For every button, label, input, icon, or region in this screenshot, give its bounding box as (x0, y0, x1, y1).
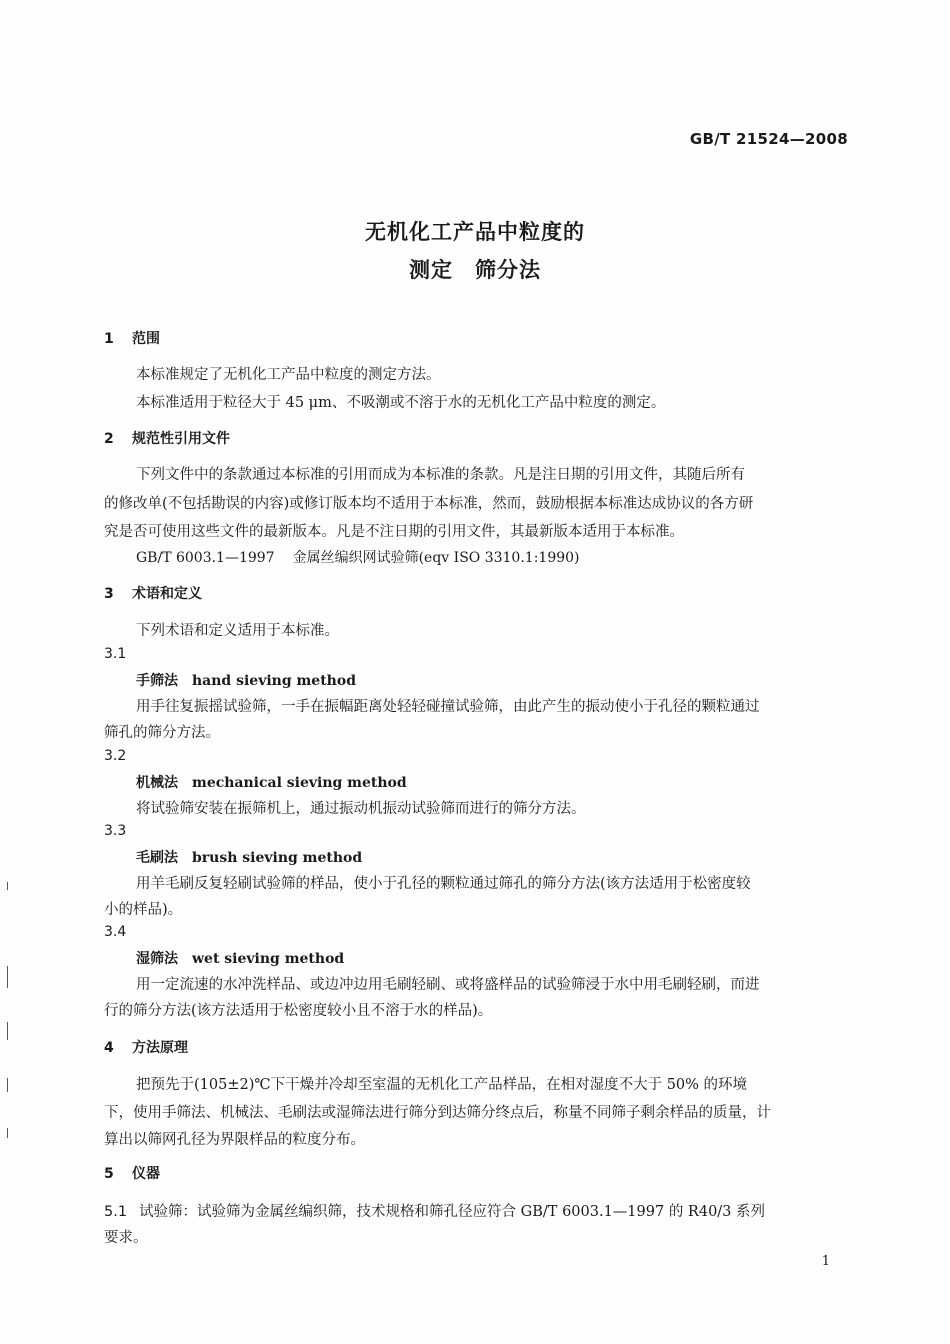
term-3-1-heading (136, 670, 356, 690)
scan-artifact (7, 882, 8, 890)
term-3-1-def-line-1: 用手往复振摇试验筛，一手在振幅距离处轻轻碰撞试验筛，由此产生的振动使小于孔径的颗粒通过 (136, 699, 760, 715)
section-title: 范围 (132, 331, 160, 347)
term-3-4-number: 3.4 (104, 924, 127, 940)
section-number: 1 (104, 331, 114, 347)
section-title: 规范性引用文件 (132, 431, 230, 447)
s2-line-1: 下列文件中的条款通过本标准的引用而成为本标准的条款。凡是注日期的引用文件，其随后所有 (136, 467, 745, 483)
section-title: 术语和定义 (132, 586, 202, 602)
term-en: mechanical sieving method (192, 775, 407, 791)
section-2-heading (104, 428, 230, 448)
s2-line-2: 的修改单(不包括勘误的内容)或修订版本均不适用于本标准，然而，鼓励根据本标准达成协议的各方研 (104, 496, 754, 512)
section-title: 方法原理 (132, 1040, 188, 1056)
term-3-4-heading (136, 948, 344, 968)
term-cn: 毛刷法 (136, 850, 178, 866)
term-3-3-def-line-1: 用羊毛刷反复轻刷试验筛的样品，使小于孔径的颗粒通过筛孔的筛分方法(该方法适用于松密度较 (136, 876, 751, 892)
standard-number: GB/T 21524—2008 (689, 130, 848, 148)
s3-intro: 下列术语和定义适用于本标准。 (136, 623, 339, 639)
term-3-1-number: 3.1 (104, 646, 127, 662)
page-number: 1 (821, 1254, 830, 1269)
section-number: 2 (104, 431, 114, 447)
s1-paragraph-2: 本标准适用于粒径大于 45 μm、不吸潮或不溶于水的无机化工产品中粒度的测定。 (136, 395, 666, 411)
section-number: 4 (104, 1040, 114, 1056)
scan-artifact (7, 966, 8, 988)
term-3-3-def-line-2: 小的样品)。 (104, 902, 183, 918)
instrument-text: 试验筛：试验筛为金属丝编织筛，技术规格和筛孔径应符合 GB/T 6003.1—1997 的 R40/3 系列 (139, 1204, 766, 1220)
section-3-heading (104, 583, 202, 603)
section-1-heading (104, 328, 160, 348)
term-3-4-def-line-2: 行的筛分方法(该方法适用于松密度较小且不溶于水的样品)。 (104, 1003, 493, 1019)
term-en: brush sieving method (192, 850, 363, 866)
section-4-heading (104, 1037, 188, 1057)
section-title: 仪器 (132, 1166, 160, 1182)
term-3-3-number: 3.3 (104, 823, 127, 839)
s4-line-1: 把预先于(105±2)℃下干燥并冷却至室温的无机化工产品样品，在相对湿度不大于 50% 的环境 (136, 1077, 748, 1093)
instrument-5-1-line-2: 要求。 (104, 1230, 148, 1246)
term-3-4-def-line-1: 用一定流速的水冲洗样品、或边冲边用毛刷轻刷、或将盛样品的试验筛浸于水中用毛刷轻刷，而进 (136, 977, 760, 993)
term-en: wet sieving method (192, 951, 345, 967)
term-cn: 湿筛法 (136, 951, 178, 967)
term-3-2-number: 3.2 (104, 748, 127, 764)
scan-artifact (7, 1022, 8, 1040)
term-3-2-def-line-1: 将试验筛安装在振筛机上，通过振动机振动试验筛而进行的筛分方法。 (136, 801, 586, 817)
section-number: 3 (104, 586, 114, 602)
s4-line-2: 下，使用手筛法、机械法、毛刷法或湿筛法进行筛分到达筛分终点后，称量不同筛子剩余样品的质量，计 (104, 1105, 771, 1121)
term-cn: 手筛法 (136, 673, 178, 689)
section-5-heading (104, 1163, 160, 1183)
scan-artifact (7, 1128, 8, 1138)
s1-paragraph-1: 本标准规定了无机化工产品中粒度的测定方法。 (136, 367, 441, 383)
section-number: 5 (104, 1166, 114, 1182)
term-en: hand sieving method (192, 673, 356, 689)
term-3-2-heading (136, 772, 407, 792)
title-line-2 (0, 254, 950, 284)
reference-title: 金属丝编织网试验筛(eqv ISO 3310.1:1990) (292, 550, 580, 566)
title-line-1: 无机化工产品中粒度的 (365, 220, 585, 244)
instrument-5-1-line-1 (104, 1199, 765, 1225)
s4-line-3: 算出以筛网孔径为界限样品的粒度分布。 (104, 1132, 365, 1148)
reference-code: GB/T 6003.1—1997 (136, 550, 275, 566)
s2-line-3: 究是否可使用这些文件的最新版本。凡是不注日期的引用文件，其最新版本适用于本标准。 (104, 524, 684, 540)
title-line-2a: 测定 (409, 258, 453, 282)
term-3-1-def-line-2: 筛孔的筛分方法。 (104, 725, 220, 741)
scan-artifact (7, 1078, 8, 1092)
instrument-number: 5.1 (104, 1204, 128, 1220)
term-3-3-heading (136, 847, 362, 867)
normative-reference (136, 547, 580, 567)
title-line-2b: 筛分法 (475, 258, 541, 282)
term-cn: 机械法 (136, 775, 178, 791)
